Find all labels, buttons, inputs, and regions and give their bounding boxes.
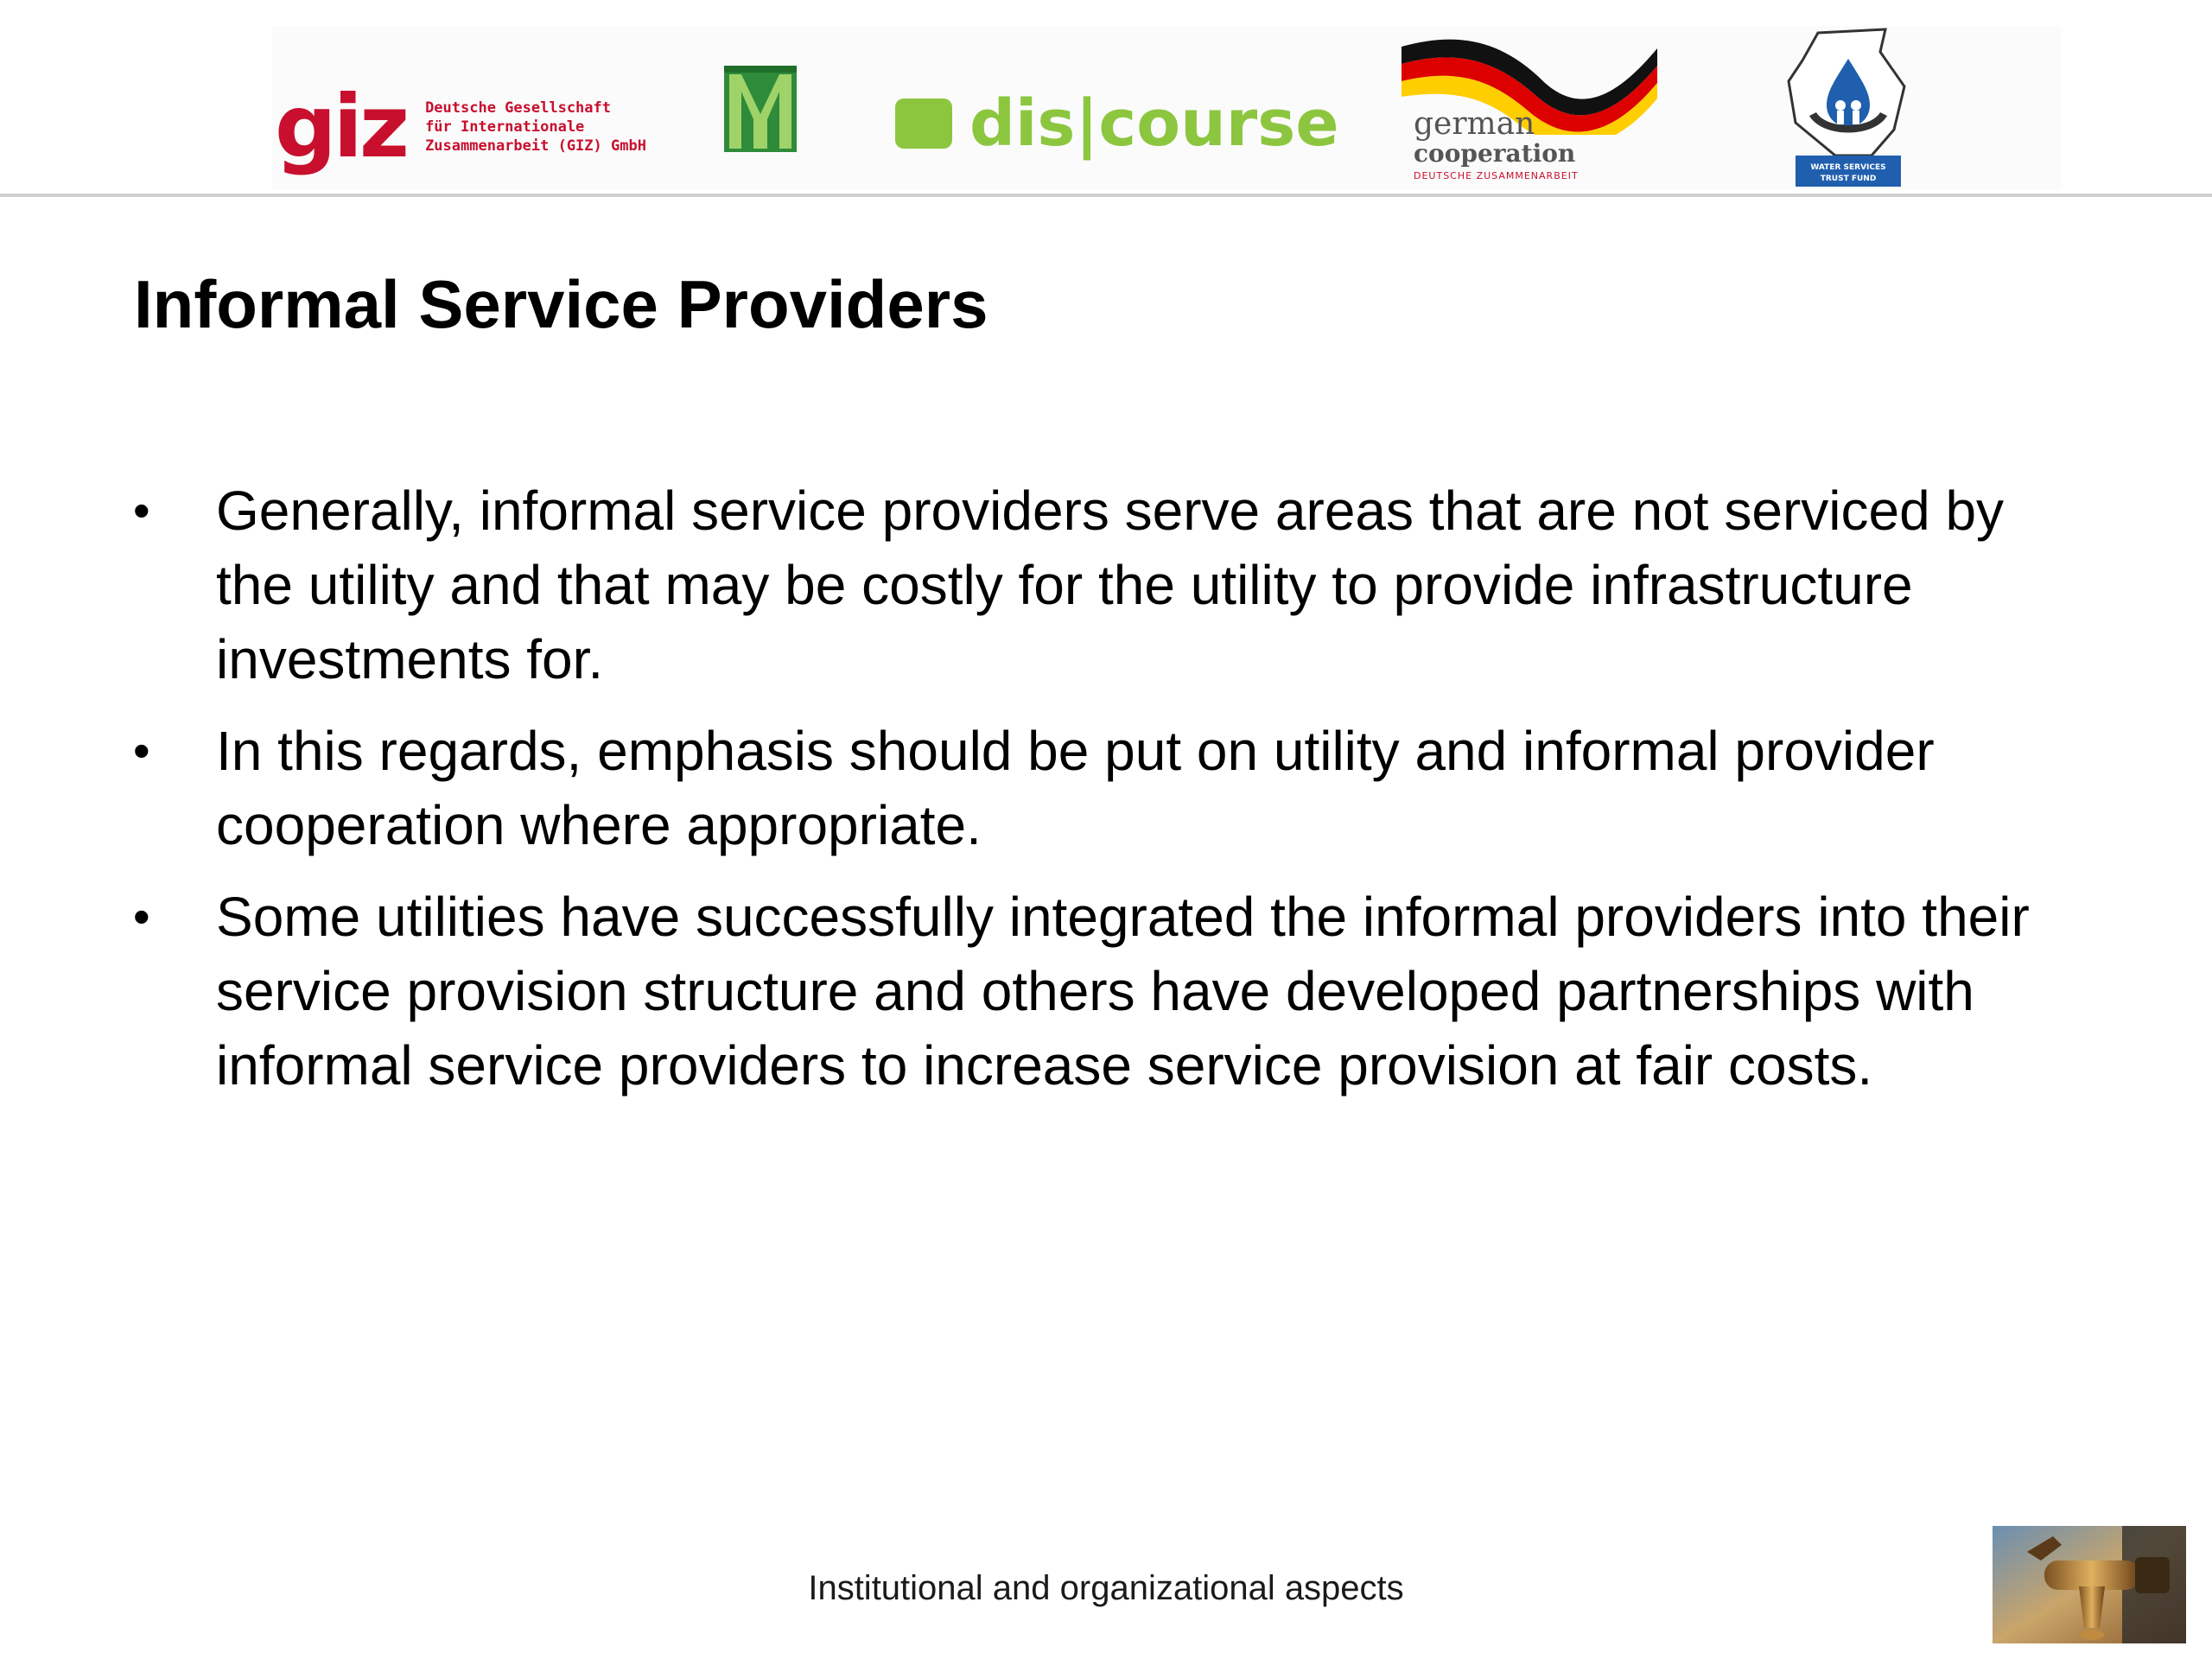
german-cooperation-logo (1398, 31, 1666, 187)
discourse-logo-square (895, 99, 952, 149)
bullet-marker: • (133, 723, 150, 778)
discourse-logo-text: dis|course (969, 86, 1339, 161)
german-cooperation-line: german (1414, 106, 1535, 142)
header-divider (0, 194, 2212, 197)
giz-logo-line: Deutsche Gesellschaft (425, 99, 611, 117)
bullet-marker: • (133, 889, 150, 944)
giz-logo-line: für Internationale (425, 118, 585, 136)
german-cooperation-line: cooperation (1414, 139, 1576, 168)
giz-logo (275, 76, 646, 177)
footer-caption: Institutional and organizational aspects (808, 1569, 1404, 1607)
slide-title: Informal Service Providers (134, 266, 988, 342)
bullet-text: Generally, informal service providers serve areas that are not serviced by the utility and that may be costly for the utility to provide infrastructure investments for. (216, 480, 2005, 690)
bullet-text: In this regards, emphasis should be put on utility and informal provider cooperation where appropriate. (216, 720, 1935, 856)
water-services-trust-fund-logo (1783, 26, 1913, 190)
water-tap-photo (1993, 1526, 2186, 1643)
bullet-item (130, 714, 2065, 862)
giz-logo-line: Zusammenarbeit (GIZ) GmbH (425, 137, 646, 155)
german-cooperation-subline: DEUTSCHE ZUSAMMENARBEIT (1414, 170, 1579, 181)
bullet-text: Some utilities have successfully integrated the informal providers into their service provision structure and others have developed partnerships with informal service providers to increase service provision at fair costs. (216, 886, 2030, 1096)
bullet-item (130, 880, 2065, 1103)
giz-logo-mark: giz (275, 76, 407, 177)
green-book-logo (724, 66, 797, 152)
discourse-logo (895, 85, 1339, 162)
bullet-list (130, 474, 2065, 1120)
svg-text:WATER SERVICES: WATER SERVICES (1810, 163, 1886, 172)
giz-logo-text (425, 99, 646, 156)
bullet-marker: • (133, 483, 150, 537)
german-cooperation-text (1414, 106, 1579, 181)
svg-text:TRUST FUND: TRUST FUND (1820, 175, 1877, 183)
bullet-item (130, 474, 2065, 696)
